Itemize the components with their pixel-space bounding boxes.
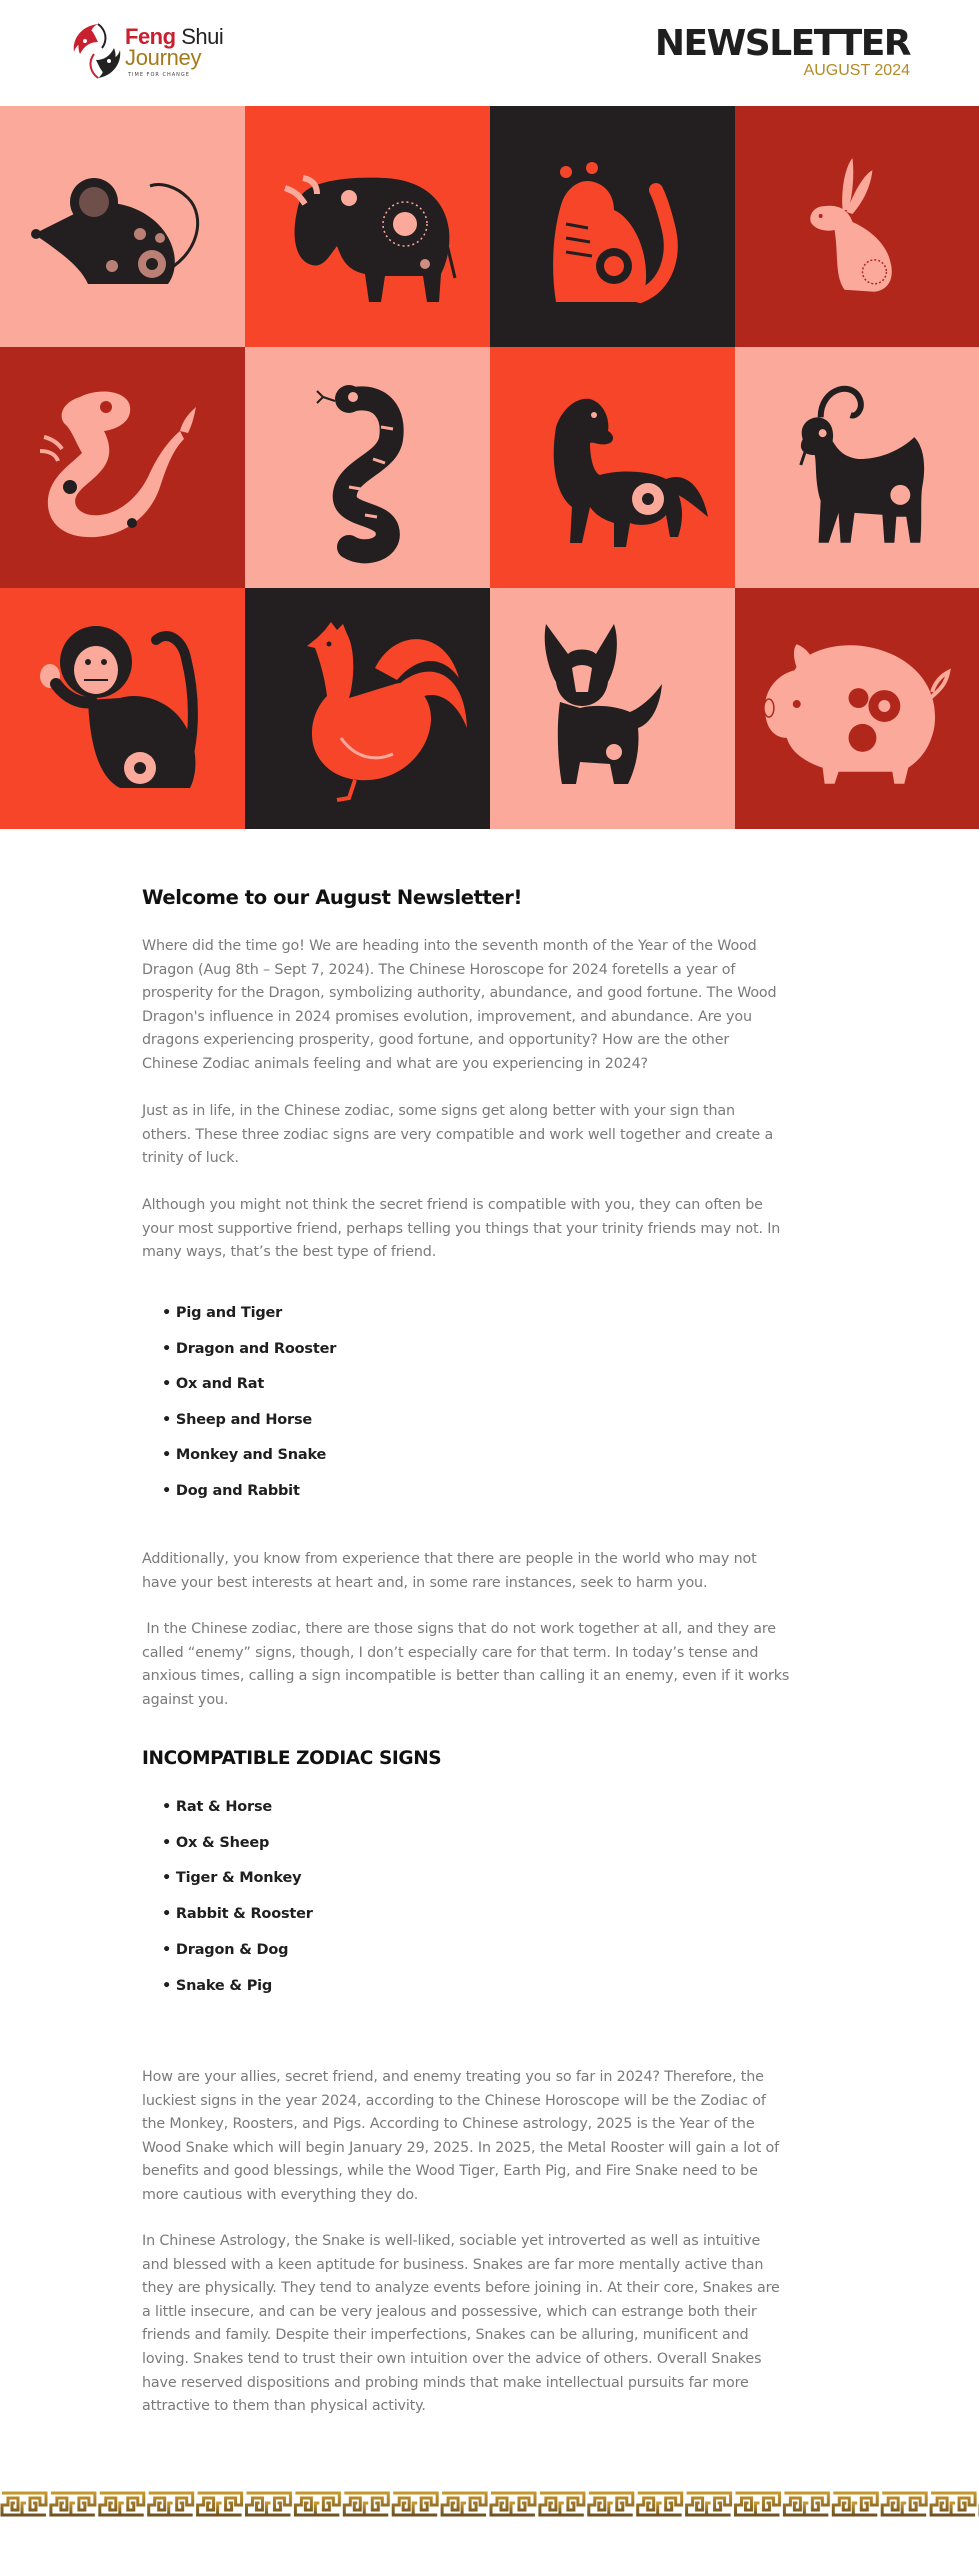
incompatible-pair-item: • Rat & Horse: [162, 1799, 273, 1815]
snake-line: they are physically. They tend to analyze events before joining in. At their core, Snakes are: [142, 2280, 780, 2297]
rat-icon: [0, 106, 245, 347]
allies-line: luckiest signs in the year 2024, according to the Chinese Horoscope will be the Zodiac of: [142, 2092, 766, 2109]
compatibility-paragraph: [142, 1100, 842, 1171]
allies-line: more cautious with everything they do.: [142, 2186, 419, 2203]
allies-line: benefits and good blessings, while the Wood Tiger, Earth Pig, and Fire Snake need to be: [142, 2163, 758, 2180]
compat-line: others. These three zodiac signs are very compatible and work well together and create a: [142, 1126, 774, 1143]
compatible-pair-item: • Sheep and Horse: [162, 1411, 313, 1428]
welcome-heading: Welcome to our August Newsletter!: [142, 886, 522, 909]
additionally-line: have your best interests at heart and, in some rare instances, seek to harm you.: [142, 1574, 708, 1591]
incompatible-pair-item: • Ox & Sheep: [162, 1834, 270, 1851]
snake-icon: [245, 347, 490, 588]
secret-friend-line: many ways, that’s the best type of friend.: [142, 1244, 437, 1261]
zodiac-tile-tiger: [490, 106, 735, 347]
incompatible-heading: INCOMPATIBLE ZODIAC SIGNS: [142, 1748, 442, 1769]
dragon-icon: [0, 347, 245, 588]
zodiac-tile-monkey: [0, 588, 245, 829]
compat-line: trinity of luck.: [142, 1150, 239, 1167]
monkey-icon: [0, 588, 245, 829]
snake-line: a little insecure, and can be very jealous and possessive, which can estrange both their: [142, 2303, 757, 2320]
incompatible-pair-item: • Rabbit & Rooster: [162, 1906, 313, 1923]
rooster-icon: [245, 588, 490, 829]
koi-fish-logo-icon: [68, 20, 126, 82]
snake-astrology-paragraph: [142, 2230, 842, 2419]
pig-icon: [735, 588, 979, 829]
goat-icon: [735, 347, 979, 588]
zodiac-tile-horse: [490, 347, 735, 588]
incompatible-pair-item: • Dragon & Dog: [162, 1941, 289, 1958]
brand-name-line2: Journey: [125, 45, 202, 70]
compatible-pair-item: • Dog and Rabbit: [162, 1483, 300, 1499]
newsletter-title: NEWSLETTER: [654, 23, 910, 64]
snake-line: attractive to them than physical activity.: [142, 2398, 426, 2415]
snake-line: loving. Snakes tend to trust their own intuition over the advice of others. Overall Snakes: [142, 2350, 762, 2367]
enemy-signs-paragraph: [142, 1618, 842, 1712]
compatible-pair-item: • Pig and Tiger: [162, 1305, 283, 1321]
rabbit-icon: [735, 106, 979, 347]
compatible-pair-item: • Dragon and Rooster: [162, 1340, 337, 1357]
compatible-pairs-list: [162, 1303, 562, 1503]
zodiac-tile-dog: [490, 588, 735, 829]
snake-line: In Chinese Astrology, the Snake is well-liked, sociable yet introverted as well as intuitive: [142, 2233, 761, 2249]
enemy-line: anxious times, calling a sign incompatible is better than calling it an enemy, even if it works: [142, 1668, 790, 1685]
horse-icon: [490, 347, 735, 588]
snake-line: have reserved dispositions and probing minds that make intellectual pursuits far more: [142, 2374, 749, 2391]
allies-line: the Monkey, Roosters, and Pigs. According to Chinese astrology, 2025 is the Year of the: [142, 2116, 755, 2133]
snake-line: friends and family. Despite their imperfections, Snakes can be alluring, munificent and: [142, 2327, 749, 2344]
dog-icon: [490, 588, 735, 829]
zodiac-tile-goat: [735, 347, 979, 588]
incompatible-pairs-list: [162, 1797, 562, 1997]
greek-key-border-icon: [0, 2489, 979, 2519]
allies-line: How are your allies, secret friend, and enemy treating you so far in 2024? Therefore, the: [142, 2069, 764, 2085]
compat-line: Just as in life, in the Chinese zodiac, some signs get along better with your sign than: [142, 1103, 735, 1119]
intro-line: Where did the time go! We are heading into the seventh month of the Year of the Wood: [142, 938, 757, 954]
enemy-line: called “enemy” signs, though, I don’t especially care for that term. In today’s tense and: [142, 1644, 759, 1661]
ox-icon: [245, 106, 490, 347]
intro-line: Dragon's influence in 2024 promises evolution, improvement, and abundance. Are you: [142, 1008, 752, 1025]
intro-line: prosperity for the Dragon, symbolizing authority, abundance, and good fortune. The Wood: [142, 985, 777, 1002]
zodiac-tile-rooster: [245, 588, 490, 829]
secret-friend-line: Although you might not think the secret friend is compatible with you, they can often be: [142, 1197, 763, 1213]
secret-friend-line: your most supportive friend, perhaps telling you things that your trinity friends may not. In: [142, 1220, 781, 1237]
zodiac-tile-snake: [245, 347, 490, 588]
allies-paragraph: [142, 2066, 842, 2208]
zodiac-tile-pig: [735, 588, 979, 829]
zodiac-tile-ox: [245, 106, 490, 347]
intro-line: Dragon (Aug 8th – Sept 7, 2024). The Chinese Horoscope for 2024 foretells a year of: [142, 961, 736, 978]
compatible-pair-item: • Monkey and Snake: [162, 1447, 327, 1464]
tiger-icon: [490, 106, 735, 347]
incompatible-pair-item: • Snake & Pig: [162, 1977, 273, 1994]
brand-word-shui: Shui: [181, 24, 224, 49]
secret-friend-paragraph: [142, 1194, 842, 1265]
zodiac-grid: [0, 106, 979, 829]
brand-tagline: TIME FOR CHANGE: [128, 72, 190, 78]
zodiac-tile-rabbit: [735, 106, 979, 347]
newsletter-date: AUGUST 2024: [803, 62, 910, 79]
zodiac-tile-rat: [0, 106, 245, 347]
incompatible-pair-item: • Tiger & Monkey: [162, 1870, 302, 1887]
brand-logo[interactable]: [68, 20, 228, 82]
intro-paragraph: [142, 935, 842, 1077]
enemy-line: In the Chinese zodiac, there are those signs that do not work together at all, and they are: [142, 1621, 776, 1637]
brand-word-feng: Feng: [125, 24, 176, 49]
additionally-line: Additionally, you know from experience that there are people in the world who may not: [142, 1551, 757, 1567]
enemy-line: against you.: [142, 1691, 229, 1708]
allies-line: Wood Snake which will begin January 29, 2025. In 2025, the Metal Rooster will gain a lot of: [142, 2139, 780, 2156]
intro-line: dragons experiencing prosperity, good fortune, and opportunity? How are the other: [142, 1032, 730, 1049]
intro-line: Chinese Zodiac animals feeling and what are you experiencing in 2024?: [142, 1055, 648, 1072]
additionally-paragraph: [142, 1548, 842, 1595]
snake-line: and blessed with a keen aptitude for business. Snakes are far more mentally active than: [142, 2256, 764, 2273]
zodiac-tile-dragon: [0, 347, 245, 588]
compatible-pair-item: • Ox and Rat: [162, 1376, 265, 1393]
